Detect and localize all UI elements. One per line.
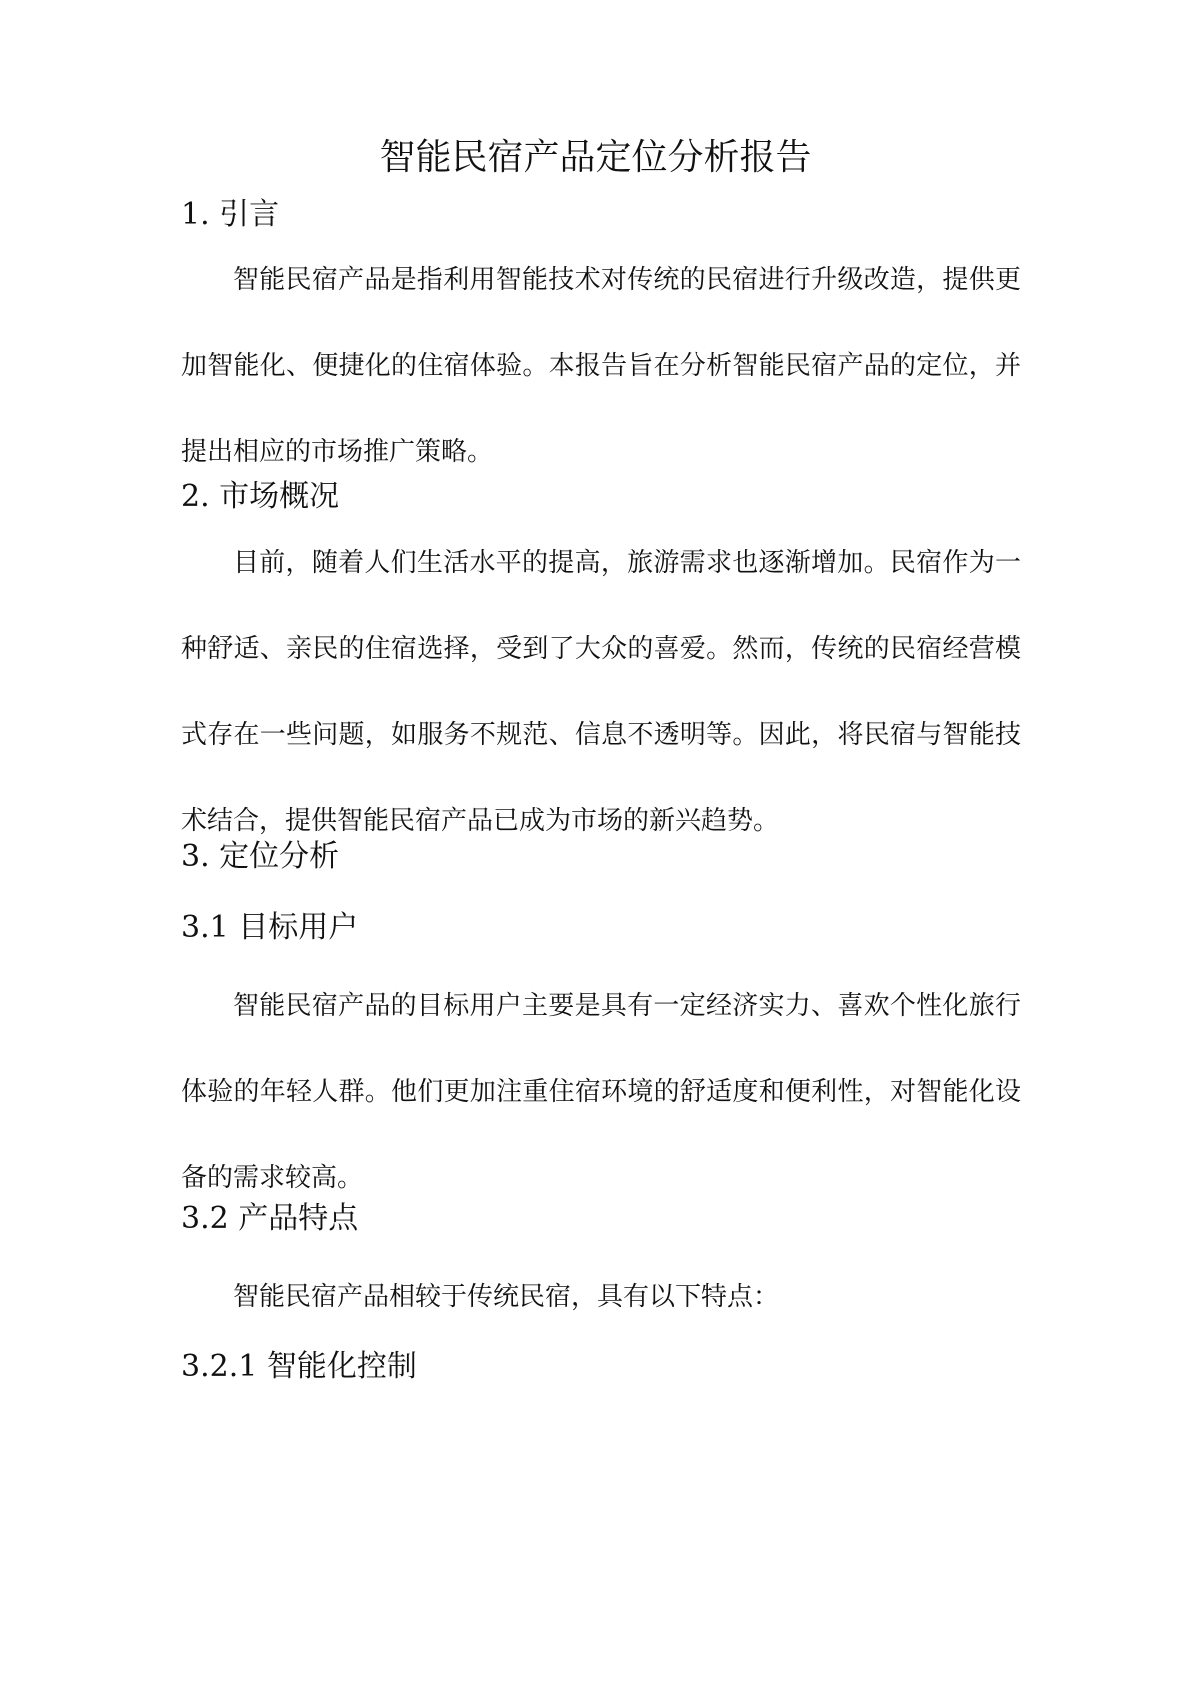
- section-paragraph-target-users: 智能民宿产品的目标用户主要是具有一定经济实力、喜欢个性化旅行体验的年轻人群。他们更加注重住宿环境的舒适度和便利性，对智能化设备的需求较高。: [181, 991, 1021, 1193]
- section-heading-product-features: 3.2 产品特点: [181, 1201, 359, 1236]
- section-heading-introduction: 1. 引言: [181, 197, 280, 232]
- document-title: 智能民宿产品定位分析报告: [379, 137, 812, 178]
- section-paragraph-market-overview: 目前，随着人们生活水平的提高，旅游需求也逐渐增加。民宿作为一种舒适、亲民的住宿选择，受到了大众的喜爱。然而，传统的民宿经营模式存在一些问题，如服务不规范、信息不透明等。因此，将民宿与智能技术结合，提供智能民宿产品已成为市场的新兴趋势。: [181, 548, 1021, 836]
- section-paragraph-introduction: 智能民宿产品是指利用智能技术对传统的民宿进行升级改造，提供更加智能化、便捷化的住宿体验。本报告旨在分析智能民宿产品的定位，并提出相应的市场推广策略。: [181, 265, 1021, 467]
- section-heading-target-users: 3.1 目标用户: [181, 910, 359, 945]
- section-heading-smart-control: 3.2.1 智能化控制: [181, 1349, 417, 1384]
- section-paragraph-product-features: 智能民宿产品相较于传统民宿，具有以下特点：: [233, 1282, 780, 1312]
- section-heading-positioning-analysis: 3. 定位分析: [181, 839, 340, 874]
- section-heading-market-overview: 2. 市场概况: [181, 479, 340, 514]
